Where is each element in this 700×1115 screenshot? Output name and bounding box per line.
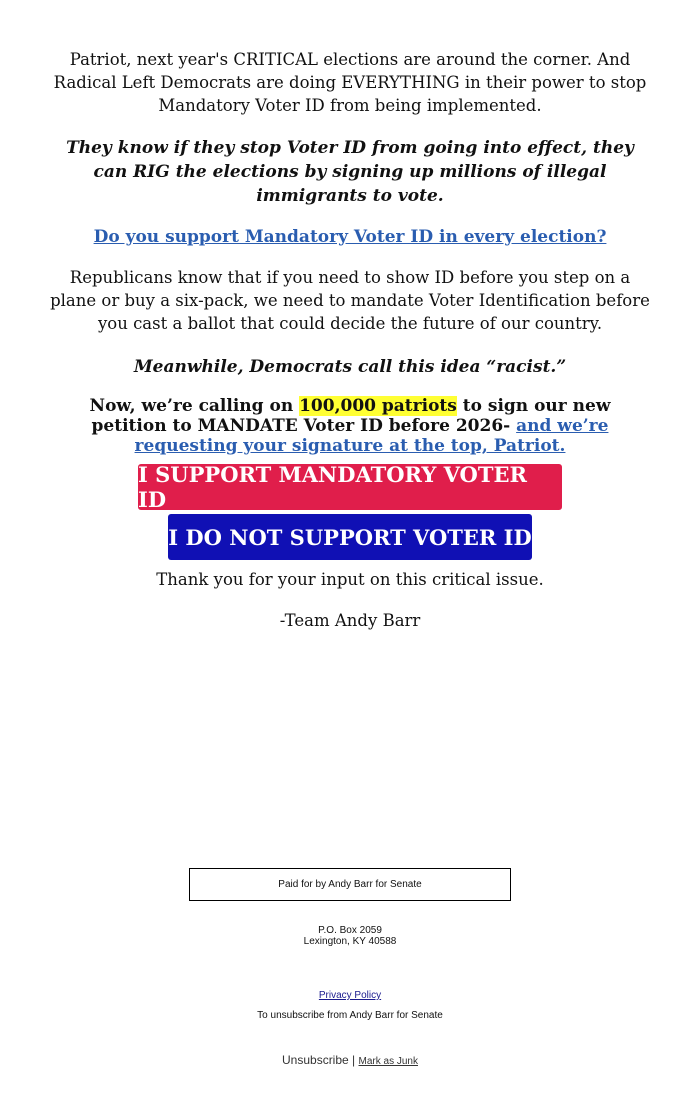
call-middle: to sign our new petition to MANDATE Voter ID before 2026- — [91, 396, 611, 436]
separator: | — [352, 1053, 356, 1067]
support-voter-id-button[interactable]: I SUPPORT MANDATORY VOTER ID — [138, 464, 562, 510]
highlighted-goal: 100,000 patriots — [299, 396, 457, 416]
paid-for-disclaimer: Paid for by Andy Barr for Senate — [189, 868, 511, 901]
unsubscribe-note: To unsubscribe from Andy Barr for Senate — [257, 1010, 443, 1021]
call-prefix: Now, we’re calling on — [89, 396, 300, 416]
address-line-1: P.O. Box 2059 — [318, 925, 382, 936]
warning-paragraph: They know if they stop Voter ID from going into effect, they can RIG the elections by signing up millions of illegal immigrants to vote. — [66, 138, 634, 206]
oppose-voter-id-button[interactable]: I DO NOT SUPPORT VOTER ID — [168, 514, 532, 560]
privacy-row — [200, 990, 500, 1001]
intro-paragraph: Patriot, next year's CRITICAL elections are around the corner. And Radical Left Democrats are doing EVERYTHING in their power to stop Mandatory Voter ID from being implemented. — [53, 50, 647, 115]
call-to-action-paragraph — [50, 396, 650, 456]
mark-as-junk-link[interactable]: Mark as Junk — [358, 1056, 418, 1067]
mailing-address — [200, 925, 500, 947]
argument-paragraph: Republicans know that if you need to show ID before you step on a plane or buy a six-pack, we need to mandate Voter Identification before you cast a ballot that could decide the future of our country. — [50, 268, 650, 333]
democrats-paragraph: Meanwhile, Democrats call this idea “racist.” — [133, 357, 567, 377]
thanks-text: Thank you for your input on this critical issue. — [156, 570, 544, 589]
address-line-2: Lexington, KY 40588 — [303, 936, 397, 947]
signature-link[interactable]: and we’re requesting your signature at the top, Patriot. — [134, 416, 609, 456]
privacy-policy-link[interactable]: Privacy Policy — [318, 990, 382, 1001]
question-link[interactable]: Do you support Mandatory Voter ID in every election? — [93, 227, 607, 247]
unsubscribe-link[interactable]: Unsubscribe — [282, 1053, 349, 1067]
unsubscribe-row — [200, 1053, 500, 1067]
signoff-text: -Team Andy Barr — [279, 611, 421, 630]
question-paragraph — [50, 225, 650, 249]
